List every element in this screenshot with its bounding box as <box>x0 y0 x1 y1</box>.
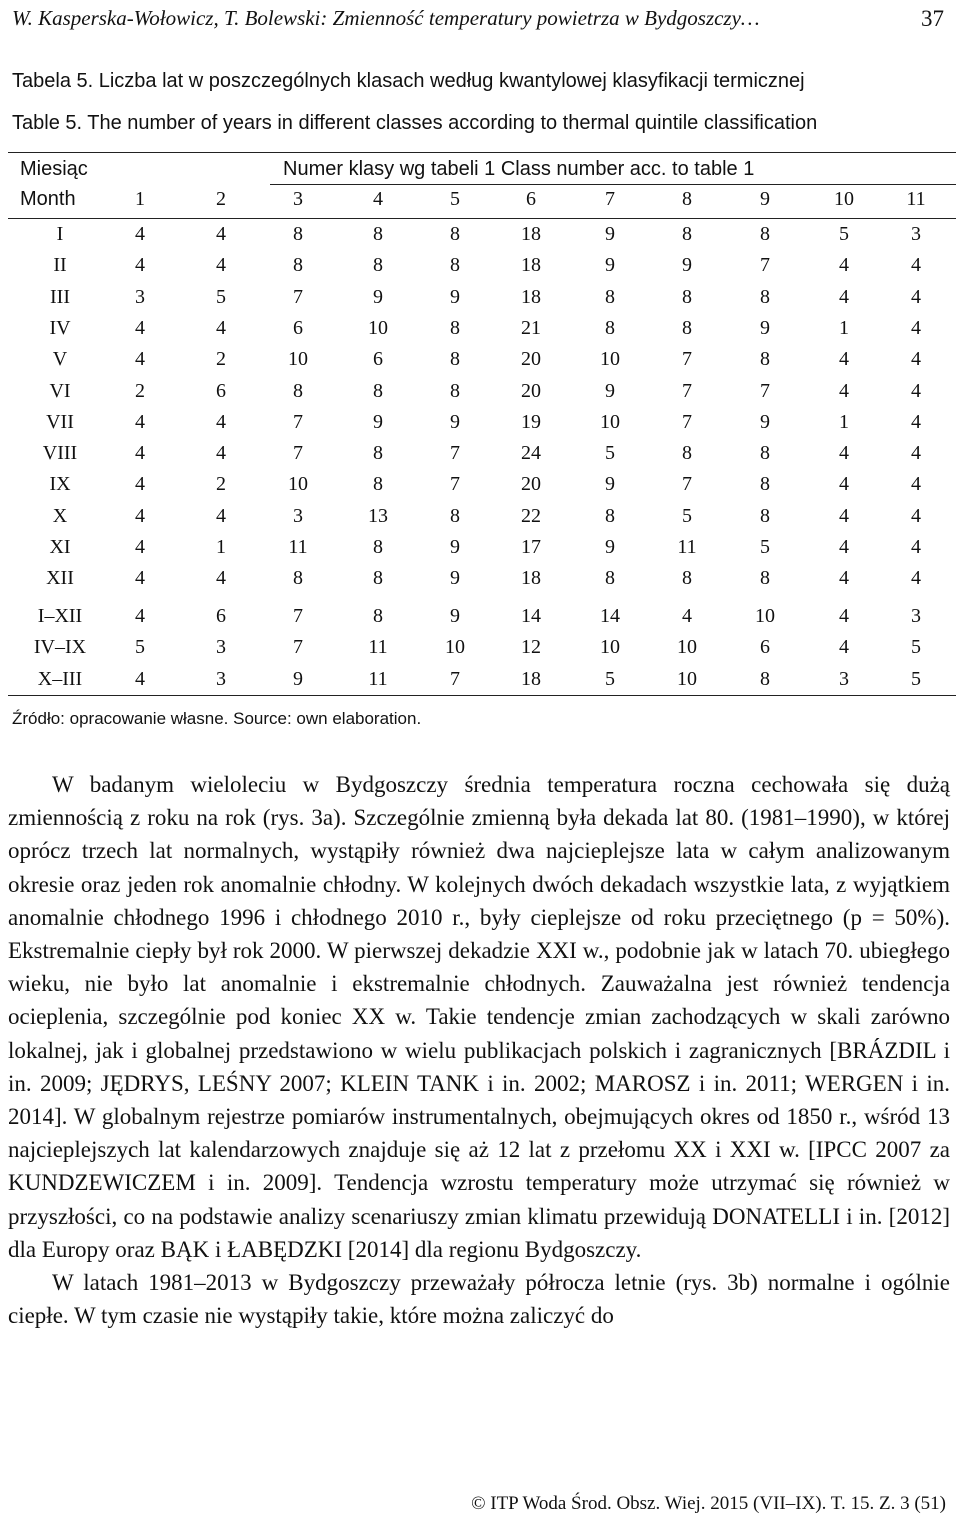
row-label: V <box>52 348 68 371</box>
table-row <box>8 636 956 667</box>
row-label: II <box>53 254 67 277</box>
table-cell: 3 <box>135 285 145 308</box>
table-cell: 6 <box>373 348 383 371</box>
table-cell: 4 <box>839 605 849 627</box>
table-cell: 8 <box>760 667 770 690</box>
table-cell: 8 <box>682 285 692 308</box>
table-cell: 10 <box>600 410 620 433</box>
table-cell: 4 <box>135 442 145 465</box>
table-cell: 5 <box>682 504 692 527</box>
table-cell: 8 <box>293 567 303 590</box>
table-cell: 4 <box>911 316 921 339</box>
row-label: IV–IX <box>33 636 87 659</box>
table-cell: 4 <box>839 567 849 590</box>
table-cell: 8 <box>682 567 692 590</box>
table-cell: 20 <box>521 379 541 402</box>
table-cell: 10 <box>600 348 620 371</box>
table-cell: 5 <box>911 636 921 659</box>
table-cell: 8 <box>760 223 770 245</box>
row-label: IX <box>49 473 71 496</box>
table-cell: 4 <box>216 223 226 245</box>
table-cell: 4 <box>135 605 145 627</box>
table-cell: 1 <box>216 536 226 558</box>
table-row <box>8 286 956 317</box>
table-cell: 4 <box>216 316 226 339</box>
table-cell: 18 <box>521 223 541 245</box>
footer-citation: © ITP Woda Środ. Obsz. Wiej. 2015 (VII–IX). T. 15. Z. 3 (51) <box>471 1493 946 1514</box>
header-bottom-rule <box>8 218 956 219</box>
table-cell: 4 <box>839 348 849 371</box>
table-row <box>8 536 956 567</box>
table-cell: 7 <box>682 410 692 433</box>
table-cell: 4 <box>911 410 921 433</box>
class-number-row <box>8 188 956 219</box>
table-cell: 10 <box>368 316 388 339</box>
table-cell: 4 <box>216 410 226 433</box>
table-cell: 4 <box>911 442 921 465</box>
table-cell: 4 <box>135 410 145 433</box>
table-cell: 4 <box>911 567 921 590</box>
table-cell: 7 <box>293 636 303 659</box>
table-cell: 5 <box>216 285 226 308</box>
table-cell: 4 <box>911 379 921 402</box>
table-cell: 4 <box>216 254 226 277</box>
table-cell: 9 <box>450 536 460 558</box>
table-cell: 8 <box>293 223 303 245</box>
row-header-en: Month <box>20 188 76 210</box>
row-label: VIII <box>42 442 78 465</box>
table-cell: 7 <box>293 285 303 308</box>
table-cell: 3 <box>216 636 226 659</box>
table-cell: 8 <box>760 348 770 371</box>
table-cell: 9 <box>682 254 692 277</box>
table-cell: 9 <box>760 316 770 339</box>
table-cell: 4 <box>911 504 921 527</box>
table-cell: 4 <box>911 285 921 308</box>
table-cell: 8 <box>373 379 383 402</box>
table-cell: 8 <box>760 285 770 308</box>
table-cell: 8 <box>682 442 692 465</box>
table-cell: 9 <box>293 667 303 690</box>
table-cell: 4 <box>135 567 145 590</box>
table-cell: 4 <box>135 348 145 371</box>
class-number-cell: 7 <box>605 188 615 210</box>
table-cell: 4 <box>911 254 921 277</box>
table-cell: 8 <box>373 536 383 558</box>
table-cell: 2 <box>216 348 226 371</box>
table-cell: 10 <box>677 636 697 659</box>
running-title: W. Kasperska-Wołowicz, T. Bolewski: Zmienność temperatury powietrza w Bydgoszczy… <box>12 6 760 30</box>
table-cell: 18 <box>521 567 541 590</box>
span-header-rule <box>270 184 956 185</box>
table-cell: 7 <box>682 348 692 371</box>
table-caption-pl: Tabela 5. Liczba lat w poszczególnych klasach według kwantylowej klasyfikacji termicznej <box>12 70 805 92</box>
table-row <box>8 223 956 254</box>
table-cell: 8 <box>760 442 770 465</box>
table-cell: 17 <box>521 536 541 558</box>
table-cell: 4 <box>839 442 849 465</box>
table-cell: 7 <box>293 410 303 433</box>
table-cell: 8 <box>450 254 460 277</box>
table-cell: 9 <box>605 379 615 402</box>
table-cell: 3 <box>293 504 303 527</box>
table-cell: 10 <box>677 667 697 690</box>
table-cell: 7 <box>760 379 770 402</box>
table-cell: 8 <box>605 285 615 308</box>
table-cell: 10 <box>288 348 308 371</box>
table-cell: 3 <box>839 667 849 690</box>
table-cell: 9 <box>605 223 615 245</box>
row-label: IV <box>49 316 71 339</box>
table-row <box>8 254 956 285</box>
table-cell: 9 <box>605 536 615 558</box>
table-cell: 4 <box>135 667 145 690</box>
table-cell: 9 <box>760 410 770 433</box>
table-row <box>8 567 956 598</box>
table-cell: 4 <box>216 442 226 465</box>
table-cell: 7 <box>293 605 303 627</box>
table-cell: 9 <box>450 605 460 627</box>
table-cell: 7 <box>293 442 303 465</box>
table-cell: 8 <box>373 254 383 277</box>
table-cell: 4 <box>839 379 849 402</box>
table-cell: 8 <box>373 605 383 627</box>
row-label: XII <box>46 567 74 590</box>
table-cell: 9 <box>373 285 383 308</box>
table-cell: 14 <box>600 605 620 627</box>
table-cell: 8 <box>373 223 383 245</box>
table-cell: 4 <box>135 223 145 245</box>
table-cell: 9 <box>605 254 615 277</box>
table-cell: 8 <box>760 504 770 527</box>
running-header <box>12 6 944 32</box>
table-cell: 20 <box>521 348 541 371</box>
table-cell: 8 <box>682 223 692 245</box>
table-cell: 4 <box>135 316 145 339</box>
table-cell: 11 <box>288 536 308 558</box>
table-cell: 5 <box>760 536 770 558</box>
class-number-cell: 10 <box>834 188 854 210</box>
table-cell: 22 <box>521 504 541 527</box>
table-cell: 4 <box>839 504 849 527</box>
table-cell: 8 <box>450 223 460 245</box>
table-cell: 10 <box>288 473 308 496</box>
table-row <box>8 605 956 636</box>
class-number-cell: 9 <box>760 188 770 210</box>
table-cell: 14 <box>521 605 541 627</box>
table-cell: 4 <box>911 536 921 558</box>
table-cell: 3 <box>911 223 921 245</box>
class-number-cell: 4 <box>373 188 383 210</box>
table-cell: 5 <box>135 636 145 659</box>
table-cell: 5 <box>605 667 615 690</box>
table-cell: 4 <box>682 605 692 627</box>
class-number-cell: 2 <box>216 188 226 210</box>
table-cell: 9 <box>605 473 615 496</box>
table-row <box>8 411 956 442</box>
table-cell: 10 <box>600 636 620 659</box>
row-header-pl: Miesiąc <box>20 158 88 180</box>
table-cell: 8 <box>760 473 770 496</box>
table-cell: 20 <box>521 473 541 496</box>
table-cell: 4 <box>839 473 849 496</box>
class-number-cell: 6 <box>526 188 536 210</box>
table-row <box>8 380 956 411</box>
table-cell: 4 <box>839 536 849 558</box>
table-cell: 4 <box>216 567 226 590</box>
table-cell: 6 <box>216 379 226 402</box>
table-cell: 8 <box>373 442 383 465</box>
row-label: X–III <box>37 667 83 690</box>
table-cell: 21 <box>521 316 541 339</box>
table-row <box>8 442 956 473</box>
table-cell: 8 <box>293 254 303 277</box>
class-number-cell: 8 <box>682 188 692 210</box>
table-cell: 18 <box>521 667 541 690</box>
table-cell: 3 <box>911 605 921 627</box>
table-cell: 11 <box>677 536 697 558</box>
row-label: VI <box>49 379 71 402</box>
table-cell: 11 <box>368 636 388 659</box>
table-cell: 8 <box>293 379 303 402</box>
table-cell: 7 <box>450 442 460 465</box>
class-number-cell: 3 <box>293 188 303 210</box>
table-cell: 8 <box>605 316 615 339</box>
table-cell: 12 <box>521 636 541 659</box>
table-cell: 4 <box>135 536 145 558</box>
table-cell: 10 <box>755 605 775 627</box>
table-source: Źródło: opracowanie własne. Source: own elaboration. <box>12 709 422 728</box>
table-cell: 5 <box>839 223 849 245</box>
table-cell: 7 <box>760 254 770 277</box>
table-cell: 4 <box>839 254 849 277</box>
table-cell: 9 <box>450 285 460 308</box>
table-cell: 8 <box>605 504 615 527</box>
class-span-header: Numer klasy wg tabeli 1 Class number acc. to table 1 <box>283 158 755 180</box>
table-cell: 2 <box>216 473 226 496</box>
table-cell: 8 <box>760 567 770 590</box>
paragraph: W latach 1981–2013 w Bydgoszczy przeważały półrocza letnie (rys. 3b) normalne i ogólnie ciepłe. W tym czasie nie wystąpiły takie, które można zaliczyć do <box>8 1270 950 1329</box>
class-number-cell: 5 <box>450 188 460 210</box>
row-label: I–XII <box>37 605 83 627</box>
table-cell: 5 <box>911 667 921 690</box>
table-row <box>8 317 956 348</box>
table-cell: 19 <box>521 410 541 433</box>
table-cell: 6 <box>216 605 226 627</box>
table-cell: 8 <box>450 379 460 402</box>
table-cell: 8 <box>373 473 383 496</box>
table-cell: 8 <box>450 504 460 527</box>
table-cell: 7 <box>450 473 460 496</box>
table-cell: 7 <box>682 379 692 402</box>
table-cell: 24 <box>521 442 541 465</box>
table-cell: 9 <box>450 410 460 433</box>
table-cell: 8 <box>450 348 460 371</box>
table-top-rule <box>8 152 956 153</box>
class-number-cell: 1 <box>135 188 145 210</box>
table-cell: 4 <box>216 504 226 527</box>
table-cell: 4 <box>135 254 145 277</box>
table-cell: 9 <box>373 410 383 433</box>
table-cell: 8 <box>605 567 615 590</box>
table-row <box>8 505 956 536</box>
table-cell: 18 <box>521 254 541 277</box>
table-cell: 4 <box>911 348 921 371</box>
row-label: XI <box>49 536 71 558</box>
table-bottom-rule <box>8 695 956 696</box>
table-caption-en: Table 5. The number of years in different classes according to thermal quintile classification <box>12 112 818 134</box>
table-cell: 8 <box>682 316 692 339</box>
class-number-cell: 11 <box>906 188 926 210</box>
row-label: I <box>56 223 64 245</box>
table-cell: 1 <box>839 316 849 339</box>
table-cell: 4 <box>135 473 145 496</box>
table-cell: 7 <box>450 667 460 690</box>
table-cell: 18 <box>521 285 541 308</box>
table-cell: 13 <box>368 504 388 527</box>
table-cell: 6 <box>760 636 770 659</box>
table-cell: 3 <box>216 667 226 690</box>
row-label: X <box>52 504 68 527</box>
table-cell: 4 <box>839 285 849 308</box>
row-label: III <box>50 285 70 308</box>
table-cell: 8 <box>450 316 460 339</box>
table-cell: 6 <box>293 316 303 339</box>
paragraph: W badanym wieloleciu w Bydgoszczy średnia temperatura roczna cechowała się dużą zmiennością z roku na rok (rys. 3a). Szczególnie zmienną była dekada lat 80. (1981–1990), w której oprócz trzech lat normalnych, wystąpiły również dwa najcieplejsze lata w całym analizowanym okresie oraz jeden rok anomalnie chłodny. W kolejnych dwóch dekadach wszystkie lata, z wyjątkiem anomalnie chłodnego 1996 i chłodnego 2010 r., były cieplejsze od roku przeciętnego (p = 50%). Ekstremalnie ciepły był rok 2000. W pierwszej dekadzie XXI w., podobnie jak w latach 70. ubiegłego wieku, nie było lat anomalnie i ekstremalnie chłodnych. Zauważalna jest również tendencja ocieplenia, szczególnie pod koniec XX w. Takie tendencje zmian zachodzących w skali zarówno lokalnej, jak i globalnej przedstawiono w wielu publikacjach polskich i zagranicznych [BRÁZDIL i in. 2009; JĘDRYS, LEŚNY 2007; KLEIN TANK i in. 2002; MAROSZ i in. 2011; WERGEN i in. 2014]. W globalnym rejestrze pomiarów instrumentalnych, obejmujących okres od 1850 r., wśród 13 najcieplejszych lat kalendarzowych znajduje się aż 12 lat z przełomu XX i XXI w. [IPCC 2007 za KUNDZEWICZEM i in. 2009]. Tendencja wzrostu temperatury może utrzymać się również w przyszłości, co na podstawie analizy scenariuszy zmian klimatu przewidują DONATELLI i in. [2012] dla Europy oraz BĄK i ŁABĘDZKI [2014] dla regionu Bydgoszczy. <box>8 772 950 1262</box>
table-cell: 9 <box>450 567 460 590</box>
table-cell: 10 <box>445 636 465 659</box>
row-label: VII <box>46 410 74 433</box>
table-cell: 11 <box>368 667 388 690</box>
table-cell: 1 <box>839 410 849 433</box>
table-cell: 8 <box>373 567 383 590</box>
table-cell: 4 <box>911 473 921 496</box>
table-cell: 5 <box>605 442 615 465</box>
table-cell: 4 <box>135 504 145 527</box>
body-text <box>8 768 950 1332</box>
table-cell: 7 <box>682 473 692 496</box>
table-cell: 2 <box>135 379 145 402</box>
page-number: 37 <box>921 6 944 31</box>
table-cell: 4 <box>839 636 849 659</box>
table-row <box>8 668 956 699</box>
table-row <box>8 473 956 504</box>
table-row <box>8 348 956 379</box>
